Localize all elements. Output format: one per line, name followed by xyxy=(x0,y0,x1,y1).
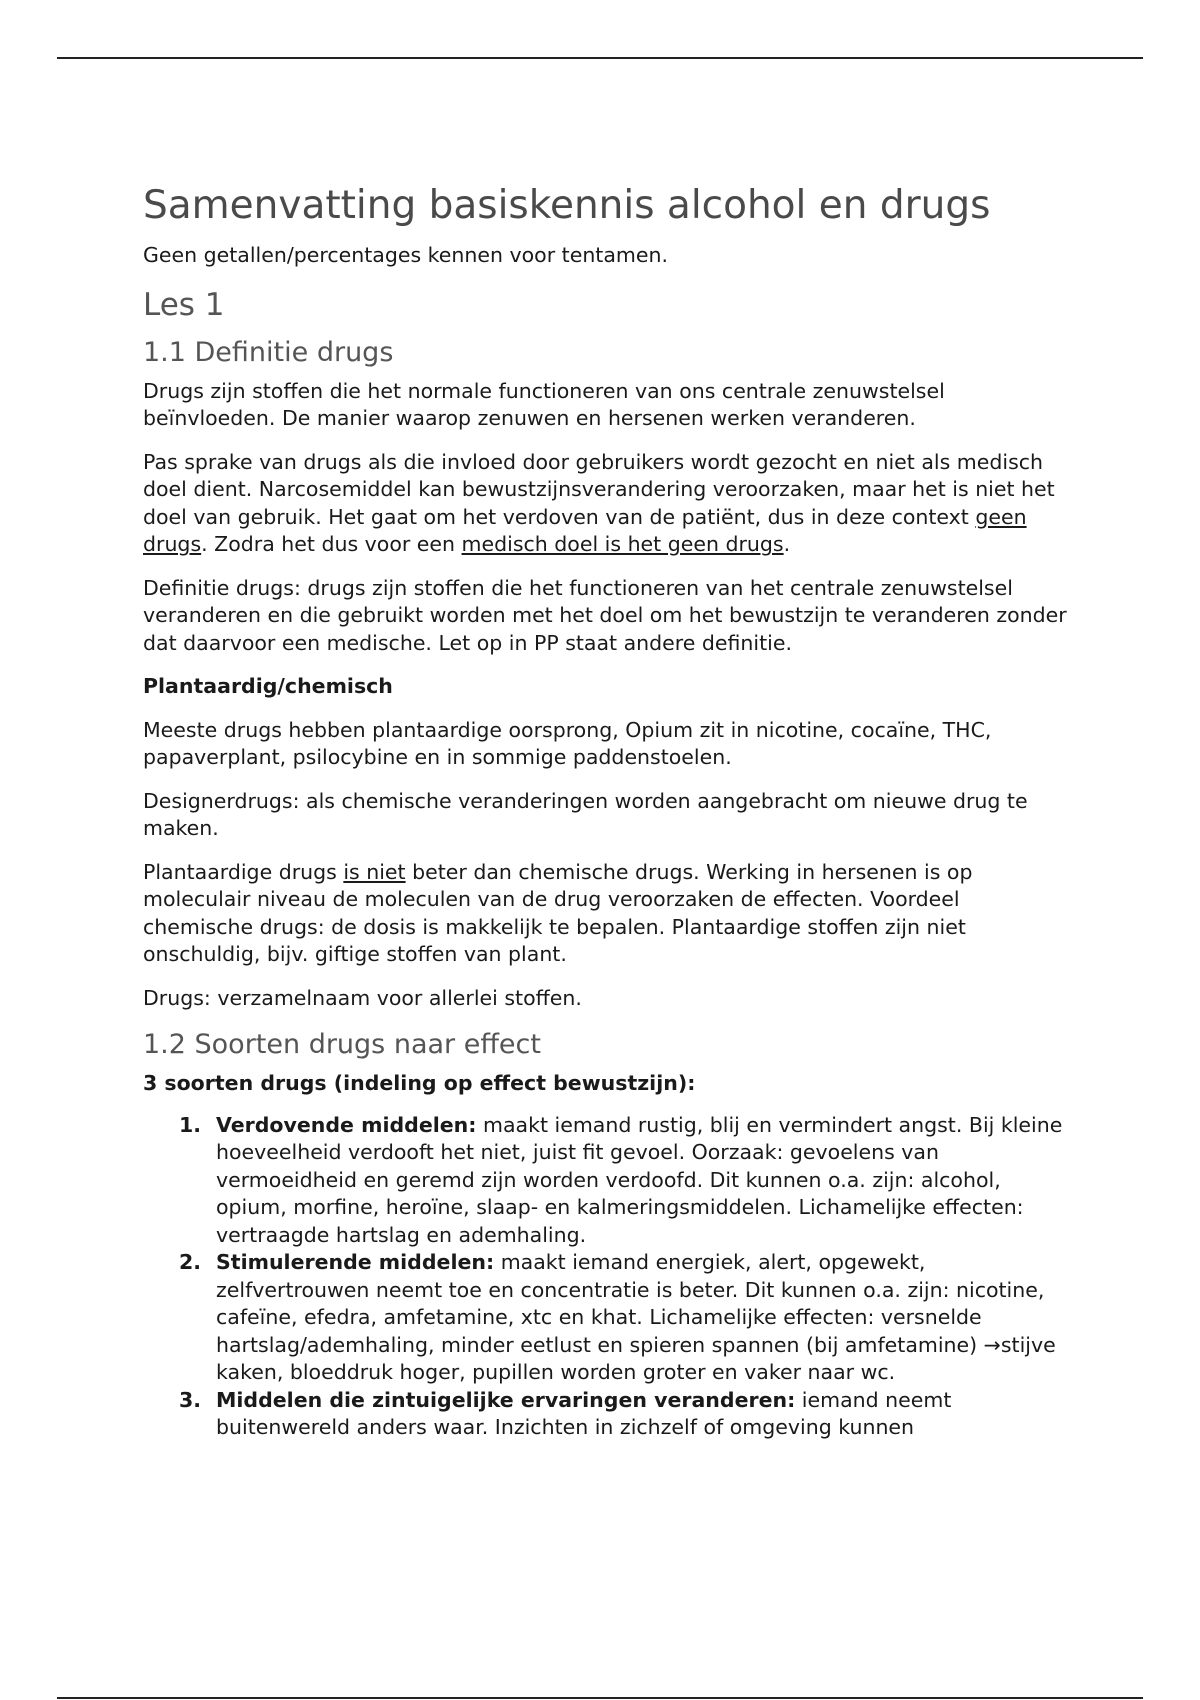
list-lead: 3 soorten drugs (indeling op effect bewustzijn): xyxy=(143,1071,696,1095)
list-text: maakt iemand rustig, blij en vermindert angst. Bij kleine hoeveelheid verdooft het niet, juist fit gevoel. Oorzaak: gevoelens van vermoeidheid en geremd zijn worden verdoofd. Dit kunnen o.a. zijn: alcohol, opium, morfine, heroïne, slaap- en kalmeringsmiddelen. Lichamelijke effecten: vertraagde hartslag en ademhaling. xyxy=(216,1112,1063,1247)
footer-rule xyxy=(57,1697,1143,1699)
paragraph xyxy=(143,449,1073,559)
paragraph: Drugs: verzamelnaam voor allerlei stoffen. xyxy=(143,985,582,1010)
header-rule xyxy=(57,57,1143,59)
section-heading-definitie: 1.1 Definitie drugs xyxy=(143,336,394,368)
list-number: 1. xyxy=(179,1112,202,1137)
underlined-text: medisch doel is het geen drugs xyxy=(461,532,784,556)
paragraph: Meeste drugs hebben plantaardige oorsprong, Opium zit in nicotine, cocaïne, THC, papaverplant, psilocybine en in sommige paddenstoelen. xyxy=(143,717,992,769)
list-item xyxy=(143,1249,1073,1387)
intro-paragraph: Geen getallen/percentages kennen voor tentamen. xyxy=(143,243,669,267)
text-run: beter dan chemische drugs. Werking in hersenen is op moleculair niveau de moleculen van de drug veroorzaken de effecten. Voordeel chemische drugs: de dosis is makkelijk te bepalen. Plantaardige stoffen zijn niet onschuldig, bijv. giftige stoffen van plant. xyxy=(143,859,973,966)
text-run: . Zodra het dus voor een xyxy=(201,532,462,556)
list-term: Verdovende middelen: xyxy=(216,1112,477,1137)
list-text: iemand neemt buitenwereld anders waar. Inzichten in zichzelf of omgeving kunnen xyxy=(216,1387,952,1439)
list-number: 3. xyxy=(179,1387,202,1412)
lesson-heading: Les 1 xyxy=(143,286,225,323)
paragraph: Designerdrugs: als chemische veranderingen worden aangebracht om nieuwe drug te maken. xyxy=(143,788,1028,840)
document-title: Samenvatting basiskennis alcohol en drugs xyxy=(143,183,991,228)
paragraph: Definitie drugs: drugs zijn stoffen die het functioneren van het centrale zenuwstelsel veranderen en die gebruikt worden met het doel om het bewustzijn te veranderen zonder dat daarvoor een medische. Let op in PP staat andere definitie. xyxy=(143,575,1067,655)
paragraph: Drugs zijn stoffen die het normale functioneren van ons centrale zenuwstelsel beïnvloeden. De manier waarop zenuwen en hersenen werken veranderen. xyxy=(143,378,945,430)
drug-types-list xyxy=(143,1112,1073,1442)
list-item xyxy=(143,1112,1073,1250)
list-term: Middelen die zintuigelijke ervaringen veranderen: xyxy=(216,1387,796,1412)
document-body xyxy=(143,170,1073,1442)
list-term: Stimulerende middelen: xyxy=(216,1250,495,1274)
section-heading-soorten: 1.2 Soorten drugs naar effect xyxy=(143,1029,541,1060)
list-item xyxy=(143,1387,1073,1442)
text-run: Pas sprake van drugs als die invloed door gebruikers wordt gezocht en niet als medisch doel dient. Narcosemiddel kan bewustzijnsverandering veroorzaken, maar het is niet het doel van gebruik. Het gaat om het verdoven van de patiënt, dus in deze context xyxy=(143,449,1055,529)
underlined-text: is niet xyxy=(343,859,406,884)
underlined-text: geen drugs xyxy=(143,504,1027,556)
list-text: maakt iemand energiek, alert, opgewekt, zelfvertrouwen neemt toe en concentratie is beter. Dit kunnen o.a. zijn: nicotine, cafeïne, efedra, amfetamine, xtc en khat. Lichamelijke effecten: versnelde hartslag/ademhaling, minder eetlust en spieren spannen (bij amfetamine) →stijve kaken, bloeddruk hoger, pupillen worden groter en vaker naar wc. xyxy=(216,1250,1056,1384)
list-number: 2. xyxy=(179,1250,202,1274)
subheading: Plantaardig/chemisch xyxy=(143,674,393,698)
text-run: . xyxy=(783,532,791,556)
paragraph xyxy=(143,859,1073,969)
text-run: Plantaardige drugs xyxy=(143,859,344,884)
